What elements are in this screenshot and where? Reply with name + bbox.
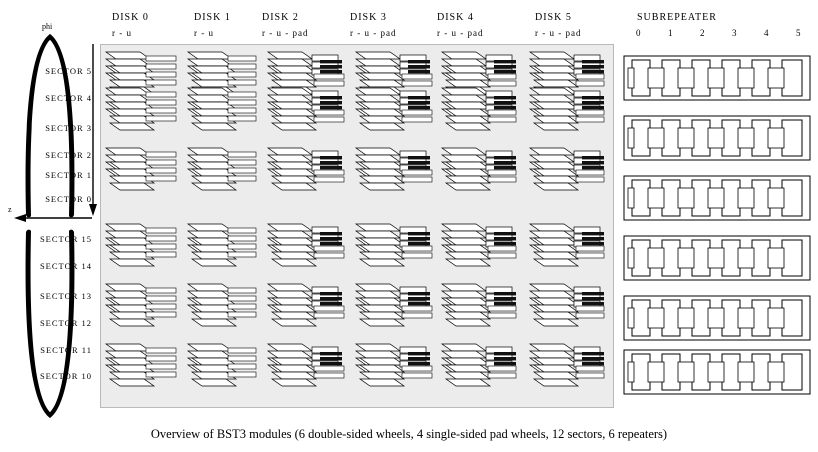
detector-modules [100, 44, 612, 406]
sector-label-14: SECTOR 14 [39, 261, 92, 271]
sector-label-1: SECTOR 1 [45, 170, 92, 180]
sector-brackets [0, 20, 100, 430]
sector-label-13: SECTOR 13 [39, 291, 92, 301]
z-axis-label: z [8, 205, 12, 214]
disk-subtitle-1: r - u [194, 28, 214, 38]
disk-title-2: DISK 2 [262, 12, 299, 23]
sector-label-10: SECTOR 10 [39, 371, 92, 381]
phi-axis-label: phi [42, 22, 53, 31]
subrepeater-number-2: 2 [700, 28, 705, 38]
sector-label-4: SECTOR 4 [45, 93, 92, 103]
disk-subtitle-2: r - u - pad [262, 28, 309, 38]
sector-label-5: SECTOR 5 [45, 66, 92, 76]
subrepeater-number-5: 5 [796, 28, 801, 38]
subrepeater-number-0: 0 [636, 28, 641, 38]
disk-title-0: DISK 0 [112, 12, 149, 23]
sector-label-0: SECTOR 0 [45, 194, 92, 204]
sector-label-3: SECTOR 3 [45, 123, 92, 133]
disk-title-3: DISK 3 [350, 12, 387, 23]
sector-label-12: SECTOR 12 [39, 318, 92, 328]
subrepeater-number-1: 1 [668, 28, 673, 38]
sector-label-15: SECTOR 15 [39, 234, 92, 244]
sector-label-11: SECTOR 11 [40, 345, 92, 355]
disk-title-4: DISK 4 [437, 12, 474, 23]
disk-title-1: DISK 1 [194, 12, 231, 23]
sector-label-2: SECTOR 2 [45, 150, 92, 160]
subrepeater-title: SUBREPEATER [637, 12, 717, 23]
disk-subtitle-3: r - u - pad [350, 28, 397, 38]
disk-subtitle-0: r - u [112, 28, 132, 38]
subrepeater-panel [622, 44, 814, 406]
disk-title-5: DISK 5 [535, 12, 572, 23]
disk-subtitle-5: r - u - pad [535, 28, 582, 38]
disk-subtitle-4: r - u - pad [437, 28, 484, 38]
figure-caption: Overview of BST3 modules (6 double-sided wheels, 4 single-sided pad wheels, 12 sectors, 6 repeaters) [150, 427, 668, 441]
subrepeater-number-4: 4 [764, 28, 769, 38]
subrepeater-number-3: 3 [732, 28, 737, 38]
